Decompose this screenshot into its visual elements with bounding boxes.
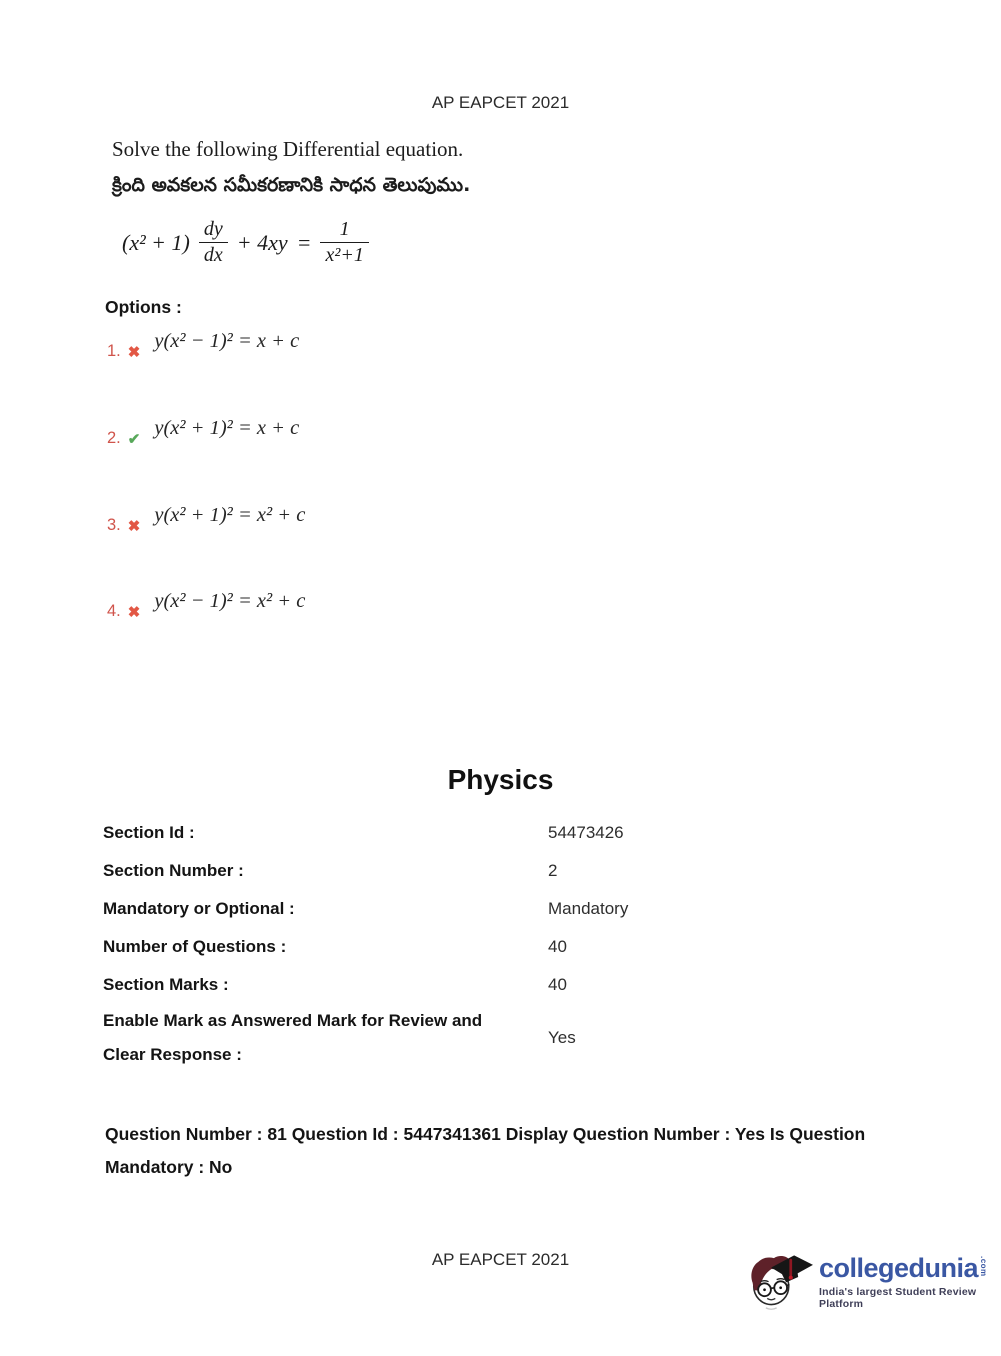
- fraction-numerator: dy: [199, 217, 228, 243]
- brand-row: [819, 1253, 1001, 1283]
- option-row-2: [107, 417, 299, 448]
- brand-name: collegedunia: [819, 1252, 979, 1283]
- option-formula: y(x² − 1)² = x + c: [154, 330, 300, 352]
- equation-dydx-fraction: [199, 217, 228, 268]
- enable-mark-value: Yes: [548, 1028, 576, 1047]
- section-info-table: [103, 814, 803, 1072]
- fraction-denominator: x²+1: [325, 244, 364, 266]
- question-prompt-telugu: క్రింది అవకలన సమీకరణానికి సాధన తెలుపుము.: [112, 174, 471, 196]
- section-number-value: 2: [548, 861, 558, 880]
- option-row-4: [107, 590, 305, 621]
- fraction-denominator: dx: [203, 244, 223, 266]
- equation-rhs-fraction: [320, 217, 368, 268]
- collegedunia-logo: [743, 1240, 1001, 1322]
- question-prompt-english: Solve the following Differential equation.: [112, 137, 464, 161]
- table-row: [103, 928, 803, 966]
- section-id-value: 54473426: [548, 823, 624, 842]
- option-row-3: [107, 504, 305, 535]
- section-marks-label: Section Marks :: [103, 975, 229, 994]
- question-meta-line2: Mandatory : No: [105, 1157, 233, 1177]
- section-number-label: Section Number :: [103, 861, 244, 880]
- table-row: [103, 814, 803, 852]
- wrong-answer-icon: ✖: [127, 604, 141, 621]
- correct-answer-icon: ✔: [127, 431, 141, 448]
- equation-equals-sign: =: [296, 229, 312, 255]
- option-formula: y(x² + 1)² = x² + c: [154, 504, 306, 526]
- question-meta: [105, 1118, 965, 1184]
- page-header-title: AP EAPCET 2021: [431, 93, 570, 112]
- number-of-questions-label: Number of Questions :: [103, 937, 287, 956]
- option-number: 3.: [107, 516, 121, 534]
- table-row: [103, 966, 803, 1004]
- mandatory-optional-label: Mandatory or Optional :: [103, 899, 295, 918]
- logo-text-block: [819, 1253, 1001, 1310]
- section-marks-value: 40: [548, 975, 567, 994]
- number-of-questions-value: 40: [548, 937, 567, 956]
- equation-lhs-coefficient: (x² + 1): [122, 229, 190, 255]
- option-row-1: [107, 330, 299, 361]
- differential-equation: [122, 217, 369, 268]
- section-id-label: Section Id :: [103, 823, 195, 842]
- wrong-answer-icon: ✖: [127, 518, 141, 535]
- brand-tagline: India's largest Student Review Platform: [819, 1285, 977, 1310]
- equation-middle-term: + 4xy: [236, 229, 288, 255]
- option-formula: y(x² + 1)² = x + c: [154, 417, 300, 439]
- enable-mark-label-line2: Clear Response :: [103, 1045, 242, 1064]
- table-row: [103, 1004, 803, 1072]
- fraction-numerator: 1: [320, 217, 368, 243]
- question-meta-line1: Question Number : 81 Question Id : 5447341361 Display Question Number : Yes Is Question: [105, 1124, 866, 1144]
- table-row: [103, 890, 803, 928]
- options-heading: Options :: [105, 297, 182, 317]
- option-number: 1.: [107, 342, 121, 360]
- option-number: 2.: [107, 429, 121, 447]
- enable-mark-label-line1: Enable Mark as Answered Mark for Review and: [103, 1011, 483, 1030]
- wrong-answer-icon: ✖: [127, 344, 141, 361]
- enable-mark-label: [103, 1004, 548, 1072]
- page-footer-title: AP EAPCET 2021: [431, 1250, 570, 1269]
- section-title: Physics: [447, 764, 554, 795]
- mandatory-optional-value: Mandatory: [548, 899, 629, 918]
- option-number: 4.: [107, 602, 121, 620]
- brand-tld: .com: [979, 1255, 989, 1277]
- table-row: [103, 852, 803, 890]
- option-formula: y(x² − 1)² = x² + c: [154, 590, 306, 612]
- mascot-graduate-icon: [743, 1240, 817, 1322]
